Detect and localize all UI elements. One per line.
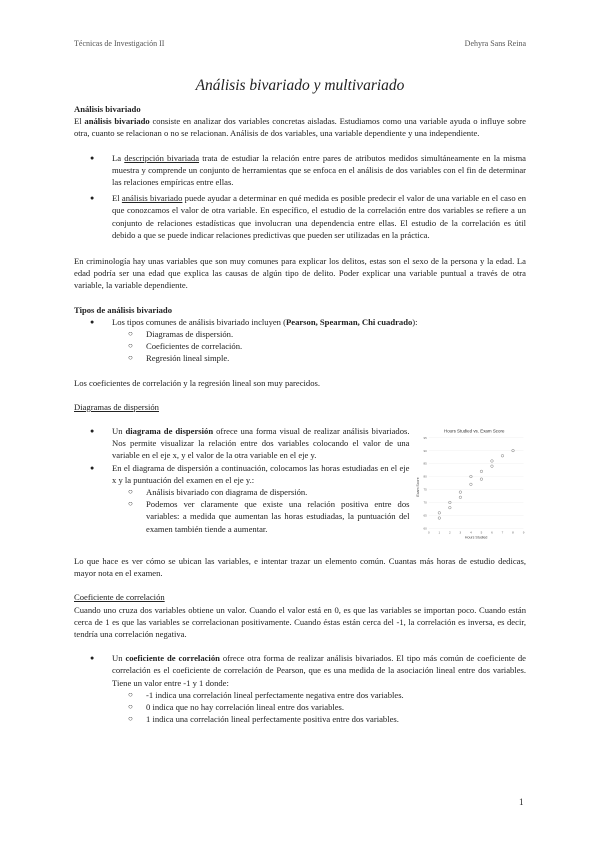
list-item: ○ 1 indica una correlación lineal perfectamente positiva entre dos variables. (74, 713, 526, 725)
y-tick-label: 80 (424, 474, 428, 479)
y-tick-label: 60 (424, 526, 428, 531)
chart-grid (429, 438, 524, 529)
scatter-bullet-list (74, 425, 409, 486)
y-tick-label: 95 (424, 435, 428, 440)
list-item: ○ Análisis bivariado con diagrama de dispersión. (112, 486, 409, 498)
list-item: ○ 0 indica que no hay correlación lineal entre dos variables. (74, 701, 526, 713)
bold-term: diagrama de dispersión (125, 426, 214, 437)
text-span: consiste en analizar dos variables concretas aisladas. Estudiamos como una variable ayuda o influye sobre otra, cuanto se relacionan o no se relacionan. Análisis de dos variables, una variable dependiente y una independiente. (74, 116, 526, 139)
x-tick-label: 7 (502, 530, 504, 535)
list-item (74, 152, 526, 189)
scatter-point (439, 517, 442, 520)
chart-points (439, 449, 515, 519)
scatter-point (481, 478, 484, 481)
y-tick-label: 65 (424, 513, 428, 518)
list-item: ○ Coeficientes de correlación. (74, 340, 526, 352)
section-heading-correlation: Coeficiente de correlación (74, 592, 165, 603)
bold-term: coeficiente de correlación (125, 653, 220, 664)
text-span: trata de estudiar la relación entre pares de atributos medidos simultáneamente en la misma muestra y comprende un conjunto de herramientas que se enfoca en el análisis de dos variables con el fin de determinar las relaciones empíricas entre ellas. (112, 152, 527, 188)
scatter-point (460, 491, 463, 494)
list-item (74, 192, 526, 241)
page-title: Análisis bivariado y multivariado (195, 77, 405, 94)
section-heading-types: Tipos de análisis bivariado (74, 304, 172, 315)
x-tick-label: 2 (449, 530, 452, 535)
text-span: El (74, 116, 85, 127)
chart-x-label: Hours Studied (465, 535, 488, 540)
underlined-term: análisis bivariado (121, 193, 183, 204)
correlation-bullet-list (74, 652, 526, 689)
list-item (74, 425, 409, 462)
scatter-point (491, 460, 494, 463)
scatter-sublist (112, 486, 409, 535)
correlation-sublist (74, 689, 526, 726)
text-span: ): (412, 316, 418, 327)
x-tick-label: 9 (523, 530, 525, 535)
section-heading-bivariate: Análisis bivariado (74, 104, 141, 114)
scatter-text-column (74, 425, 409, 535)
document-body (74, 103, 526, 726)
x-tick-label: 8 (512, 530, 515, 535)
y-tick-label: 70 (424, 500, 428, 505)
scatter-point (439, 512, 442, 515)
page-number: 1 (519, 797, 524, 807)
scatter-chart (415, 425, 526, 545)
x-tick-label: 6 (491, 530, 494, 535)
header-right: Dehyra Sans Reina (464, 39, 526, 48)
scatter-point (460, 496, 463, 499)
scatter-point (449, 506, 452, 509)
text-span: La (112, 152, 125, 163)
text-span: puede ayudar a determinar en qué medida es posible predecir el valor de una variable en el caso en que conozcamos el valor de otra variable. En específico, el estudio de la correlación entre dos variables se refiere a un conjunto de relaciones estadísticas que involucran una dependencia entre ellas. El estudio de la correlación es útil debido a que se puede indicar relaciones predictivas que pueden ser utilizadas en la práctica. (112, 193, 526, 240)
types-bullet-list (74, 316, 526, 328)
list-item: ○ Diagramas de dispersión. (74, 328, 526, 340)
text-span: ofrece una forma visual de realizar análisis bivariados. Nos permite visualizar la relación entre dos variables colocando el valor de una variable en el eje x, y el valor de la otra variable en el eje y. (112, 426, 410, 461)
list-item: ○ Regresión lineal simple. (74, 352, 526, 364)
scatter-section (74, 425, 526, 545)
scatter-point (470, 483, 473, 486)
text-span: Los tipos comunes de análisis bivariado incluyen ( (112, 316, 286, 327)
chart-title: Hours Studied vs. Exam Score (444, 428, 505, 434)
scatter-point (481, 470, 484, 473)
scatter-point (502, 455, 505, 458)
x-tick-label: 3 (460, 530, 462, 535)
x-tick-label: 5 (481, 530, 483, 535)
section-heading-scatter: Diagramas de dispersión (74, 401, 159, 412)
text-span: ofrece otra forma de realizar análisis bivariados. El tipo más común de coeficiente de correlación es el coeficiente de correlación de Pearson, que es una medida de la asociación lineal entre dos variables. Tiene un valor entre -1 y 1 donde: (112, 653, 526, 688)
header-left: Técnicas de Investigación II (74, 39, 165, 48)
criminology-paragraph: En criminología hay unas variables que son muy comunes para explicar los delitos, estas son el sexo de la persona y la edad. La edad podría ser una edad que explica las causas de algún tipo de delito. Poder explicar una variable puntual a través de otra variable, la variable dependiente. (74, 256, 526, 291)
text-span: El (112, 193, 122, 204)
types-sublist (74, 328, 526, 365)
text-span: Un (112, 653, 126, 664)
underlined-term: descripción bivariada (124, 152, 200, 163)
list-item (74, 652, 526, 689)
x-tick-label: 1 (438, 530, 441, 535)
text-span: Un (112, 426, 126, 437)
list-item: ● En el diagrama de dispersión a continuación, colocamos las horas estudiadas en el eje x y la puntuación del examen en el eje y.: (74, 462, 409, 486)
y-tick-label: 85 (424, 461, 428, 466)
types-note: Los coeficientes de correlación y la regresión lineal son muy parecidos. (74, 377, 321, 388)
bold-term: análisis bivariado (84, 116, 150, 127)
list-item: ○ Podemos ver claramente que existe una relación positiva entre dos variables: a medida que aumentan las horas estudiadas, la puntuación del examen también tiende a aumentar. (112, 498, 409, 535)
x-tick-label: 4 (470, 530, 473, 535)
scatter-point (491, 465, 494, 468)
correlation-intro: Cuando uno cruza dos variables obtiene un valor. Cuando el valor está en 0, es que las variables se importan poco. Cuando están cerca de 1 es que las variables se correlacionan positivamente. Cuando éstas están cerca del -1, la correlación es inversa, es decir, tendría una correlación negativa. (74, 604, 526, 640)
y-tick-label: 75 (424, 487, 428, 492)
chart-y-label: Exam Score (416, 477, 421, 497)
y-tick-label: 90 (424, 448, 428, 453)
x-tick-label: 0 (428, 530, 431, 535)
bold-term: Pearson, Spearman, Chi cuadrado (286, 316, 413, 327)
bivariate-bullet-list (74, 152, 526, 241)
scatter-closing: Lo que hace es ver cómo se ubican las variables, e intentar trazar un elemento común. Cuantas más horas de estudio dedicas, mayor nota en el examen. (74, 556, 526, 579)
bivariate-intro (74, 115, 526, 139)
list-item (74, 316, 526, 328)
list-item: ○ -1 indica una correlación lineal perfectamente negativa entre dos variables. (74, 689, 526, 701)
